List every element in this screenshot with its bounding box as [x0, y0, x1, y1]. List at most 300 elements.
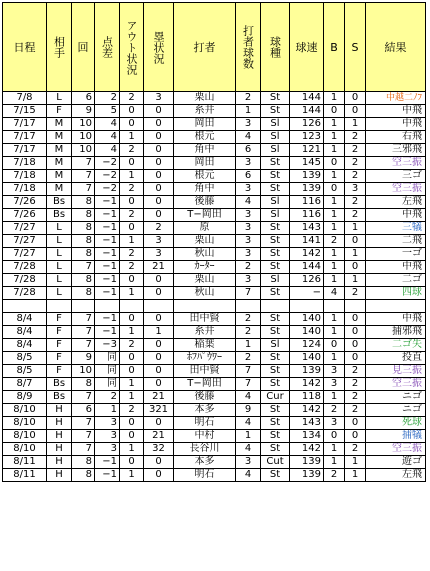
cell-score-diff: −1	[95, 222, 120, 235]
cell-pitch-count: 3	[236, 456, 261, 469]
cell-batter: 明石	[174, 469, 236, 482]
cell-inning: 8	[72, 469, 95, 482]
table-row	[3, 352, 426, 365]
cell-opponent: Bs	[47, 209, 72, 222]
cell-result: 三ゴ	[366, 170, 426, 183]
cell-inning: 8	[72, 196, 95, 209]
cell-score-diff: 2	[95, 391, 120, 404]
header-pitch-count: 打者球数	[236, 3, 261, 92]
cell-outs: 0	[120, 365, 144, 378]
cell-balls: 0	[324, 183, 345, 196]
cell-opponent: L	[47, 287, 72, 300]
cell-inning: 7	[72, 443, 95, 456]
cell-pitch-count: 4	[236, 417, 261, 430]
cell-score-diff: 同	[95, 378, 120, 391]
cell-inning: 7	[72, 326, 95, 339]
cell-score-diff: −1	[95, 261, 120, 274]
cell-result: 中飛	[366, 105, 426, 118]
cell-opponent: H	[47, 430, 72, 443]
cell-score-diff: 2	[95, 92, 120, 105]
cell-result: 捕犠	[366, 430, 426, 443]
cell-inning: 8	[72, 209, 95, 222]
table-row	[3, 261, 426, 274]
cell-strikes: 0	[345, 417, 366, 430]
cell-opponent: H	[47, 443, 72, 456]
cell-inning: 7	[72, 313, 95, 326]
cell-pitch-count: 1	[236, 105, 261, 118]
cell-result: 三邪飛	[366, 144, 426, 157]
cell-result: ニゴ	[366, 391, 426, 404]
separator-cell	[345, 300, 366, 313]
cell-speed: 140	[290, 313, 324, 326]
cell-batter: ｶｰﾀｰ	[174, 261, 236, 274]
cell-speed: 139	[290, 365, 324, 378]
cell-runners: 0	[144, 274, 174, 287]
cell-date: 7/18	[3, 170, 47, 183]
cell-date: 7/28	[3, 261, 47, 274]
cell-pitch-type: St	[261, 248, 290, 261]
cell-result: 遊ゴ	[366, 456, 426, 469]
cell-score-diff: −2	[95, 157, 120, 170]
cell-pitch-type: St	[261, 105, 290, 118]
cell-score-diff: −1	[95, 196, 120, 209]
cell-pitch-type: St	[261, 313, 290, 326]
cell-runners: 32	[144, 443, 174, 456]
cell-result: 空三振	[366, 183, 426, 196]
separator-cell	[72, 300, 95, 313]
separator-cell	[120, 300, 144, 313]
cell-runners: 0	[144, 131, 174, 144]
cell-pitch-type: St	[261, 183, 290, 196]
cell-score-diff: −3	[95, 339, 120, 352]
cell-runners: 0	[144, 352, 174, 365]
cell-inning: 8	[72, 287, 95, 300]
cell-strikes: 2	[345, 131, 366, 144]
table-row	[3, 456, 426, 469]
cell-batter: T−岡田	[174, 378, 236, 391]
table-row	[3, 339, 426, 352]
table-row	[3, 118, 426, 131]
cell-batter: 後藤	[174, 391, 236, 404]
cell-balls: 1	[324, 209, 345, 222]
cell-batter: 明石	[174, 417, 236, 430]
cell-strikes: 2	[345, 170, 366, 183]
table-row	[3, 274, 426, 287]
cell-balls: 3	[324, 365, 345, 378]
cell-score-diff: 1	[95, 404, 120, 417]
cell-balls: 0	[324, 105, 345, 118]
cell-result: 三犠	[366, 222, 426, 235]
cell-strikes: 1	[345, 118, 366, 131]
cell-pitch-type: St	[261, 352, 290, 365]
cell-outs: 0	[120, 196, 144, 209]
cell-runners: 0	[144, 469, 174, 482]
cell-inning: 8	[72, 456, 95, 469]
header-strikes: S	[345, 3, 366, 92]
cell-date: 8/9	[3, 391, 47, 404]
cell-speed: 139	[290, 183, 324, 196]
cell-score-diff: 5	[95, 105, 120, 118]
cell-pitch-type: St	[261, 404, 290, 417]
cell-runners: 0	[144, 157, 174, 170]
cell-pitch-count: 4	[236, 391, 261, 404]
cell-outs: 1	[120, 235, 144, 248]
cell-balls: 1	[324, 248, 345, 261]
cell-outs: 2	[120, 339, 144, 352]
header-date: 日程	[3, 3, 47, 92]
cell-pitch-type: St	[261, 261, 290, 274]
cell-opponent: Bs	[47, 196, 72, 209]
cell-outs: 1	[120, 131, 144, 144]
cell-pitch-type: Sl	[261, 274, 290, 287]
cell-speed: 142	[290, 248, 324, 261]
cell-opponent: F	[47, 105, 72, 118]
cell-opponent: L	[47, 92, 72, 105]
separator-cell	[290, 300, 324, 313]
table-row	[3, 209, 426, 222]
cell-runners: 0	[144, 313, 174, 326]
cell-result: 見三振	[366, 365, 426, 378]
cell-date: 7/28	[3, 287, 47, 300]
cell-result: 中越二ﾉﾌ	[366, 92, 426, 105]
table-row	[3, 365, 426, 378]
cell-speed: 139	[290, 469, 324, 482]
cell-opponent: H	[47, 469, 72, 482]
table-row	[3, 235, 426, 248]
cell-opponent: M	[47, 118, 72, 131]
cell-score-diff: 3	[95, 430, 120, 443]
cell-pitch-count: 3	[236, 248, 261, 261]
cell-opponent: F	[47, 352, 72, 365]
cell-date: 8/10	[3, 404, 47, 417]
cell-outs: 0	[120, 157, 144, 170]
cell-date: 7/17	[3, 131, 47, 144]
cell-speed: 124	[290, 339, 324, 352]
cell-outs: 1	[120, 378, 144, 391]
cell-balls: 1	[324, 352, 345, 365]
cell-inning: 8	[72, 378, 95, 391]
table-row	[3, 157, 426, 170]
cell-balls: 0	[324, 157, 345, 170]
header-row	[3, 3, 426, 92]
cell-batter: 秋山	[174, 287, 236, 300]
cell-inning: 9	[72, 105, 95, 118]
cell-batter: 本多	[174, 404, 236, 417]
cell-score-diff: 3	[95, 443, 120, 456]
cell-score-diff: −2	[95, 183, 120, 196]
cell-runners: 0	[144, 456, 174, 469]
cell-result: 二ゴ失	[366, 339, 426, 352]
cell-pitch-type: Sl	[261, 131, 290, 144]
cell-score-diff: −1	[95, 235, 120, 248]
separator-cell	[95, 300, 120, 313]
cell-balls: 2	[324, 235, 345, 248]
cell-inning: 10	[72, 144, 95, 157]
separator-cell	[47, 300, 72, 313]
cell-pitch-count: 6	[236, 144, 261, 157]
cell-inning: 8	[72, 248, 95, 261]
cell-pitch-type: St	[261, 417, 290, 430]
cell-result: 空三振	[366, 378, 426, 391]
cell-pitch-type: Sl	[261, 339, 290, 352]
cell-speed: 144	[290, 261, 324, 274]
cell-balls: 1	[324, 170, 345, 183]
cell-speed: 139	[290, 456, 324, 469]
table-row	[3, 105, 426, 118]
cell-date: 8/11	[3, 469, 47, 482]
cell-pitch-count: 1	[236, 339, 261, 352]
separator-cell	[3, 300, 47, 313]
cell-runners: 321	[144, 404, 174, 417]
cell-score-diff: −1	[95, 313, 120, 326]
cell-speed: 118	[290, 391, 324, 404]
cell-result: 左飛	[366, 196, 426, 209]
cell-batter: 糸井	[174, 326, 236, 339]
cell-strikes: 2	[345, 144, 366, 157]
cell-speed: 142	[290, 378, 324, 391]
cell-speed: 145	[290, 157, 324, 170]
cell-strikes: 2	[345, 391, 366, 404]
cell-strikes: 1	[345, 248, 366, 261]
cell-date: 7/27	[3, 235, 47, 248]
table-row	[3, 469, 426, 482]
cell-inning: 8	[72, 222, 95, 235]
cell-score-diff: −1	[95, 326, 120, 339]
cell-result: 左飛	[366, 469, 426, 482]
cell-score-diff: −1	[95, 456, 120, 469]
cell-date: 8/5	[3, 352, 47, 365]
cell-result: 中飛	[366, 118, 426, 131]
cell-pitch-type: St	[261, 443, 290, 456]
cell-strikes: 2	[345, 209, 366, 222]
cell-strikes: 3	[345, 183, 366, 196]
cell-pitch-count: 7	[236, 365, 261, 378]
cell-balls: 3	[324, 378, 345, 391]
cell-pitch-count: 7	[236, 378, 261, 391]
header-balls: B	[324, 3, 345, 92]
cell-score-diff: 4	[95, 118, 120, 131]
cell-batter: 原	[174, 222, 236, 235]
cell-balls: 1	[324, 131, 345, 144]
cell-pitch-count: 2	[236, 326, 261, 339]
cell-pitch-count: 2	[236, 92, 261, 105]
cell-date: 7/26	[3, 196, 47, 209]
cell-date: 7/28	[3, 274, 47, 287]
cell-speed: 144	[290, 92, 324, 105]
cell-strikes: 1	[345, 469, 366, 482]
cell-pitch-type: Sl	[261, 144, 290, 157]
cell-date: 7/27	[3, 222, 47, 235]
table-row	[3, 92, 426, 105]
cell-outs: 0	[120, 118, 144, 131]
cell-batter: 岡田	[174, 157, 236, 170]
cell-result: ニゴ	[366, 404, 426, 417]
cell-opponent: M	[47, 157, 72, 170]
cell-inning: 8	[72, 274, 95, 287]
cell-balls: 0	[324, 430, 345, 443]
cell-strikes: 2	[345, 157, 366, 170]
cell-pitch-type: St	[261, 326, 290, 339]
cell-runners: 0	[144, 417, 174, 430]
cell-pitch-count: 3	[236, 209, 261, 222]
cell-result: 投直	[366, 352, 426, 365]
table-row	[3, 222, 426, 235]
header-opponent: 相手	[47, 3, 72, 92]
cell-result: 中飛	[366, 313, 426, 326]
cell-strikes: 1	[345, 274, 366, 287]
cell-runners: 21	[144, 430, 174, 443]
table-row	[3, 287, 426, 300]
cell-pitch-count: 3	[236, 183, 261, 196]
cell-balls: 3	[324, 417, 345, 430]
cell-balls: 1	[324, 326, 345, 339]
cell-outs: 1	[120, 469, 144, 482]
cell-speed: 140	[290, 326, 324, 339]
cell-batter: 稲葉	[174, 339, 236, 352]
cell-outs: 0	[120, 222, 144, 235]
header-runners: 塁状況	[144, 3, 174, 92]
table-body	[3, 92, 426, 482]
cell-date: 7/18	[3, 183, 47, 196]
cell-balls: 1	[324, 118, 345, 131]
cell-opponent: Bs	[47, 378, 72, 391]
cell-date: 7/15	[3, 105, 47, 118]
cell-runners: 1	[144, 326, 174, 339]
cell-inning: 7	[72, 170, 95, 183]
cell-balls: 0	[324, 339, 345, 352]
table-row	[3, 404, 426, 417]
cell-batter: 根元	[174, 131, 236, 144]
cell-date: 8/4	[3, 326, 47, 339]
cell-date: 7/8	[3, 92, 47, 105]
cell-batter: 田中賢	[174, 365, 236, 378]
cell-pitch-count: 3	[236, 274, 261, 287]
cell-strikes: 2	[345, 365, 366, 378]
cell-outs: 0	[120, 430, 144, 443]
cell-inning: 10	[72, 365, 95, 378]
cell-score-diff: −1	[95, 469, 120, 482]
cell-result: 二飛	[366, 235, 426, 248]
cell-runners: 0	[144, 118, 174, 131]
cell-inning: 10	[72, 131, 95, 144]
cell-balls: 4	[324, 287, 345, 300]
cell-pitch-count: 1	[236, 430, 261, 443]
cell-pitch-type: St	[261, 430, 290, 443]
cell-date: 8/11	[3, 456, 47, 469]
cell-batter: 角中	[174, 144, 236, 157]
cell-outs: 1	[120, 287, 144, 300]
cell-balls: 1	[324, 196, 345, 209]
cell-pitch-count: 2	[236, 352, 261, 365]
cell-speed: 123	[290, 131, 324, 144]
cell-outs: 2	[120, 248, 144, 261]
cell-strikes: 2	[345, 196, 366, 209]
cell-batter: 本多	[174, 456, 236, 469]
cell-outs: 0	[120, 456, 144, 469]
cell-speed: 121	[290, 144, 324, 157]
cell-date: 8/5	[3, 365, 47, 378]
cell-inning: 7	[72, 391, 95, 404]
cell-strikes: 2	[345, 378, 366, 391]
cell-pitch-count: 3	[236, 235, 261, 248]
cell-batter: 長谷川	[174, 443, 236, 456]
cell-inning: 8	[72, 235, 95, 248]
cell-date: 8/10	[3, 443, 47, 456]
cell-strikes: 0	[345, 430, 366, 443]
header-result: 結果	[366, 3, 426, 92]
cell-score-diff: −1	[95, 248, 120, 261]
cell-balls: 1	[324, 261, 345, 274]
cell-runners: 0	[144, 378, 174, 391]
cell-batter: 糸井	[174, 105, 236, 118]
cell-outs: 2	[120, 92, 144, 105]
cell-balls: 1	[324, 456, 345, 469]
cell-batter: 田中賢	[174, 313, 236, 326]
cell-runners: 0	[144, 339, 174, 352]
cell-opponent: Bs	[47, 391, 72, 404]
cell-batter: 後藤	[174, 196, 236, 209]
cell-result: 死球	[366, 417, 426, 430]
cell-speed: 116	[290, 196, 324, 209]
cell-strikes: 1	[345, 222, 366, 235]
cell-pitch-type: St	[261, 235, 290, 248]
cell-outs: 0	[120, 274, 144, 287]
cell-date: 8/4	[3, 339, 47, 352]
cell-opponent: H	[47, 404, 72, 417]
cell-pitch-count: 4	[236, 196, 261, 209]
cell-balls: 2	[324, 404, 345, 417]
cell-result: 捕邪飛	[366, 326, 426, 339]
cell-outs: 2	[120, 183, 144, 196]
cell-strikes: 0	[345, 339, 366, 352]
month-separator-row	[3, 300, 426, 313]
cell-batter: 岡田	[174, 118, 236, 131]
table-row	[3, 326, 426, 339]
cell-opponent: L	[47, 222, 72, 235]
cell-speed: 142	[290, 404, 324, 417]
cell-opponent: L	[47, 261, 72, 274]
cell-pitch-type: Cur	[261, 391, 290, 404]
cell-opponent: F	[47, 365, 72, 378]
cell-balls: 1	[324, 313, 345, 326]
cell-score-diff: −1	[95, 287, 120, 300]
table-row	[3, 170, 426, 183]
cell-batter: T−岡田	[174, 209, 236, 222]
cell-inning: 7	[72, 261, 95, 274]
cell-inning: 7	[72, 183, 95, 196]
cell-opponent: L	[47, 248, 72, 261]
cell-batter: 中村	[174, 430, 236, 443]
cell-runners: 21	[144, 391, 174, 404]
table-row	[3, 131, 426, 144]
cell-speed: 116	[290, 209, 324, 222]
cell-speed: 126	[290, 118, 324, 131]
cell-pitch-count: 6	[236, 170, 261, 183]
cell-batter: 栗山	[174, 235, 236, 248]
cell-pitch-type: Sl	[261, 209, 290, 222]
table-row	[3, 313, 426, 326]
cell-strikes: 2	[345, 287, 366, 300]
cell-strikes: 0	[345, 105, 366, 118]
cell-pitch-type: Sl	[261, 196, 290, 209]
cell-score-diff: −1	[95, 274, 120, 287]
cell-speed: 143	[290, 417, 324, 430]
separator-cell	[261, 300, 290, 313]
cell-batter: 秋山	[174, 248, 236, 261]
cell-score-diff: 同	[95, 352, 120, 365]
cell-date: 7/17	[3, 144, 47, 157]
separator-cell	[144, 300, 174, 313]
